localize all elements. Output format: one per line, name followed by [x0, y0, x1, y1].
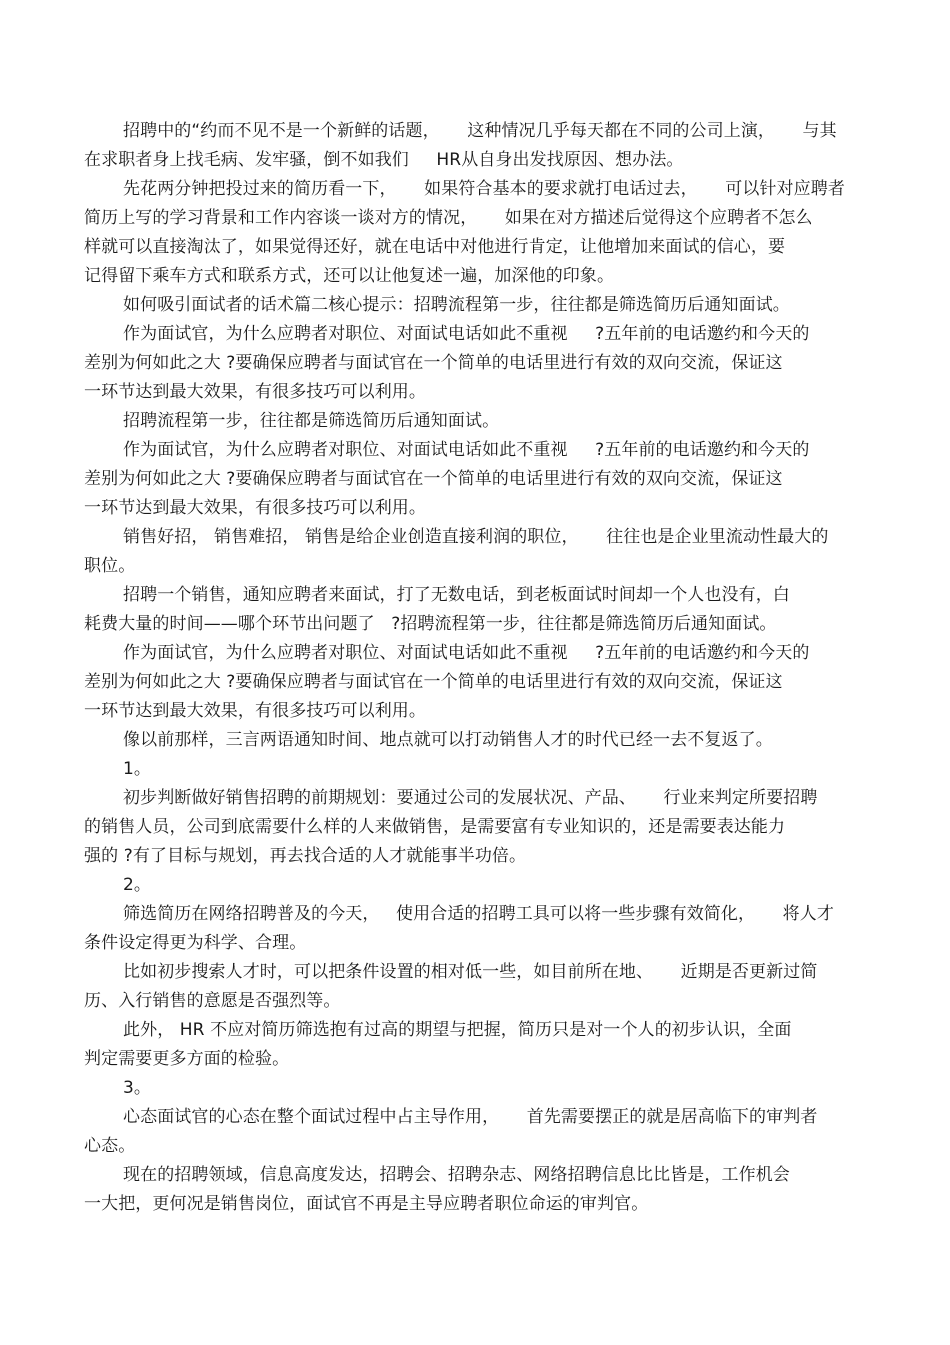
text-line: 简历上写的学习背景和工作内容谈一谈对方的情况， 如果在对方描述后觉得这个应聘者不怎么	[84, 208, 813, 228]
text-line: 的销售人员，公司到底需要什么样的人来做销售，是需要富有专业知识的，还是需要表达能力	[84, 817, 786, 837]
text-line: 作为面试官，为什么应聘者对职位、对面试电话如此不重视 ?五年前的电话邀约和今天的	[123, 643, 810, 663]
text-line: 一环节达到最大效果，有很多技巧可以利用。	[84, 498, 426, 518]
text-line: 职位。	[84, 556, 136, 576]
text-line: 一环节达到最大效果，有很多技巧可以利用。	[84, 701, 426, 721]
text-line: 比如初步搜索人才时，可以把条件设置的相对低一些，如目前所在地、 近期是否更新过简	[123, 962, 818, 982]
text-line: 历、入行销售的意愿是否强烈等。	[84, 991, 341, 1011]
text-line: 在求职者身上找毛病、发牢骚，倒不如我们 HR从自身出发找原因、想办法。	[84, 150, 684, 170]
text-line: 条件设定得更为科学、合理。	[84, 933, 307, 953]
text-line: 1。	[123, 759, 152, 779]
text-line: 招聘一个销售，通知应聘者来面试，打了无数电话，到老板面试时间却一个人也没有，白	[123, 585, 790, 605]
text-line: 差别为何如此之大 ?要确保应聘者与面试官在一个简单的电话里进行有效的双向交流，保证这	[84, 469, 783, 489]
text-line: 此外， HR 不应对简历筛选抱有过高的期望与把握，简历只是对一个人的初步认识，全面	[123, 1020, 792, 1040]
text-line: 筛选简历在网络招聘普及的今天， 使用合适的招聘工具可以将一些步骤有效简化， 将人才	[123, 904, 834, 924]
text-line: 一大把，更何况是销售岗位，面试官不再是主导应聘者职位命运的审判官。	[84, 1194, 649, 1214]
text-line: 心态。	[84, 1136, 136, 1156]
text-line: 如何吸引面试者的话术篇二核心提示：招聘流程第一步，往往都是筛选简历后通知面试。	[123, 295, 790, 315]
text-line: 心态面试官的心态在整个面试过程中占主导作用， 首先需要摆正的就是居高临下的审判者	[123, 1107, 818, 1127]
text-line: 判定需要更多方面的检验。	[84, 1049, 290, 1069]
text-line: 招聘中的“约而不见不是一个新鲜的话题， 这种情况几乎每天都在不同的公司上演， 与其	[123, 121, 837, 141]
text-line: 作为面试官，为什么应聘者对职位、对面试电话如此不重视 ?五年前的电话邀约和今天的	[123, 440, 810, 460]
text-line: 现在的招聘领域，信息高度发达，招聘会、招聘杂志、网络招聘信息比比皆是，工作机会	[123, 1165, 790, 1185]
text-line: 2。	[123, 875, 152, 895]
text-line: 招聘流程第一步，往往都是筛选简历后通知面试。	[123, 411, 500, 431]
text-line: 记得留下乘车方式和联系方式，还可以让他复述一遍，加深他的印象。	[84, 266, 615, 286]
text-line: 样就可以直接淘汰了，如果觉得还好，就在电话中对他进行肯定，让他增加来面试的信心，要	[84, 237, 786, 257]
text-line: 作为面试官，为什么应聘者对职位、对面试电话如此不重视 ?五年前的电话邀约和今天的	[123, 324, 810, 344]
text-line: 差别为何如此之大 ?要确保应聘者与面试官在一个简单的电话里进行有效的双向交流，保证这	[84, 353, 783, 373]
text-line: 3。	[123, 1078, 152, 1098]
text-line: 像以前那样，三言两语通知时间、地点就可以打动销售人才的时代已经一去不复返了。	[123, 730, 773, 750]
text-line: 先花两分钟把投过来的简历看一下， 如果符合基本的要求就打电话过去， 可以针对应聘者	[123, 179, 845, 199]
text-line: 差别为何如此之大 ?要确保应聘者与面试官在一个简单的电话里进行有效的双向交流，保证这	[84, 672, 783, 692]
text-line: 耗费大量的时间——哪个环节出问题了 ?招聘流程第一步，往往都是筛选简历后通知面试。	[84, 614, 777, 634]
text-line: 强的 ?有了目标与规划，再去找合适的人才就能事半功倍。	[84, 846, 527, 866]
text-line: 一环节达到最大效果，有很多技巧可以利用。	[84, 382, 426, 402]
text-line: 初步判断做好销售招聘的前期规划：要通过公司的发展状况、产品、 行业来判定所要招聘	[123, 788, 818, 808]
text-line: 销售好招， 销售难招， 销售是给企业创造直接利润的职位， 往往也是企业里流动性最大的	[123, 527, 829, 547]
